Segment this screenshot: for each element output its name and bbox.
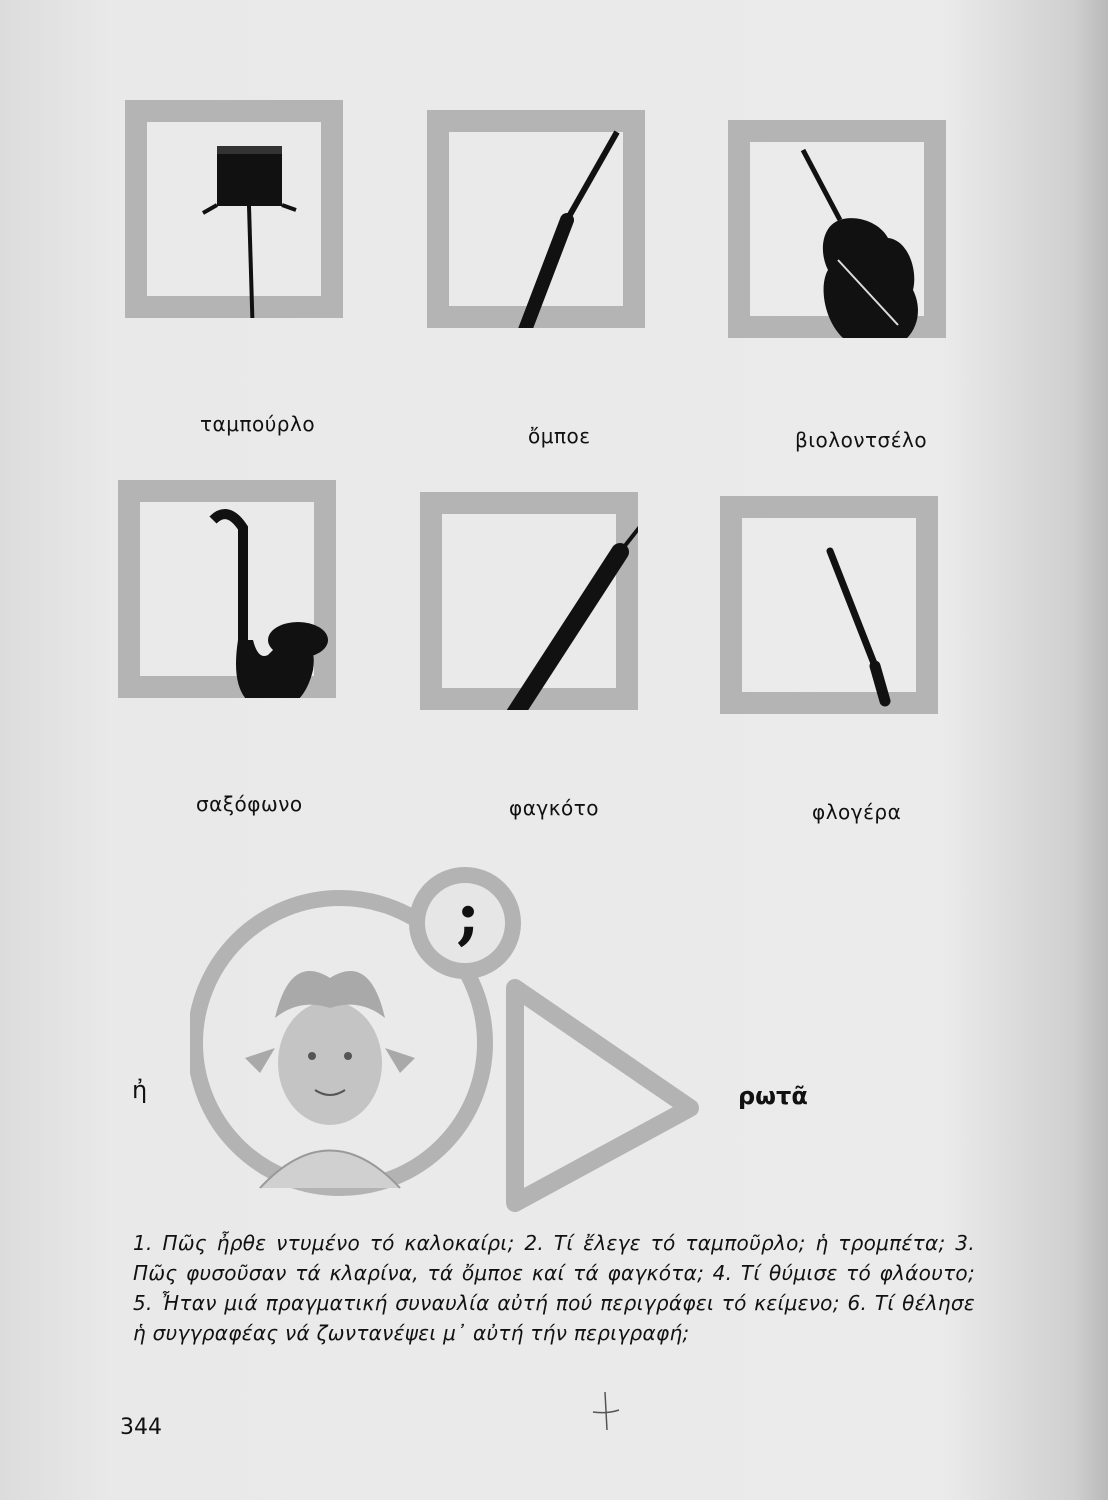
instrument-label: βιολοντσέλο	[795, 428, 928, 452]
saxophone-icon	[118, 480, 336, 698]
instrument-label: φλογέρα	[812, 800, 902, 824]
bassoon-frame	[420, 492, 638, 710]
oboe-icon	[427, 110, 645, 328]
ask-right-word: ρωτᾶ	[738, 1082, 808, 1110]
cello-frame	[728, 120, 946, 338]
instrument-label: σαξόφωνο	[196, 792, 303, 816]
instrument-label: ταμπούρλο	[200, 412, 316, 436]
saxophone-frame	[118, 480, 336, 698]
ask-left-letter: ἠ	[132, 1076, 148, 1104]
flute-icon	[720, 496, 938, 714]
drum-frame	[125, 100, 343, 318]
pencil-mark-icon	[585, 1390, 625, 1440]
instrument-label: φαγκότο	[509, 796, 600, 820]
oboe-frame	[427, 110, 645, 328]
question-paragraph: 1. Πῶς ἦρθε ντυμένο τό καλοκαίρι; 2. Τί ἔλεγε τό ταμποῦρλο; ἡ τρομπέτα; 3. Πῶς φυσοῦσαν τά κλαρίνα, τά ὄμποε καί τά φαγκότα; 4. Τί θύμισε τό φλάουτο; 5. Ἦταν μιά πραγματική συναυλία αὐτή πού περιγράφει τό κείμενο; 6. Τί θέλησε ἡ συγγραφέας νά ζωντανέψει μ᾿ αὐτή τήν περιγραφή;	[133, 1231, 975, 1345]
question-mark: ;	[456, 878, 480, 953]
instrument-label: ὄμποε	[528, 424, 591, 448]
flute-frame	[720, 496, 938, 714]
drum-icon	[125, 100, 343, 318]
bassoon-icon	[420, 492, 638, 710]
cello-icon	[728, 120, 946, 338]
page-number: 344	[120, 1415, 162, 1440]
